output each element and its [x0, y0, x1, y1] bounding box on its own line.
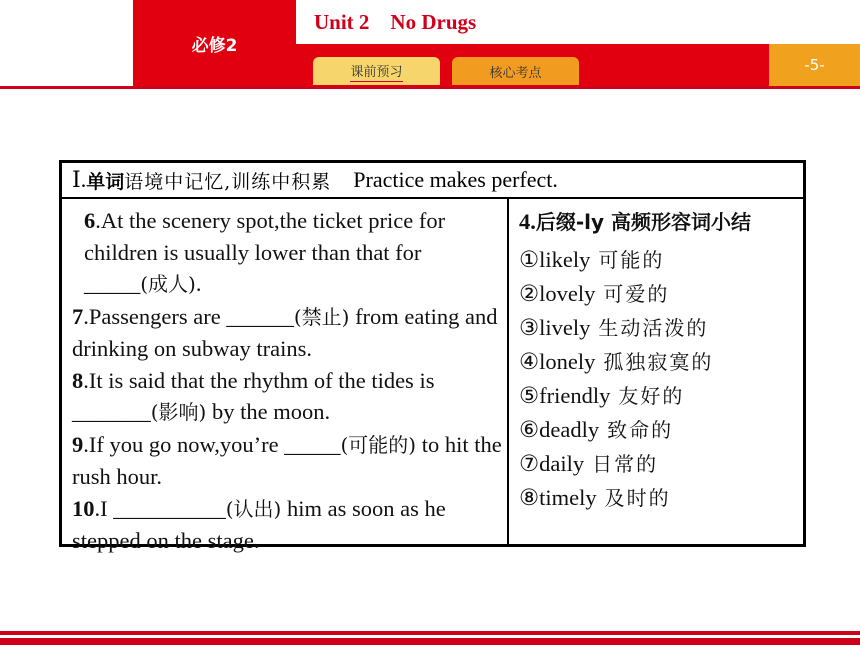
item-marker: ② — [519, 281, 540, 306]
summary-title — [519, 207, 799, 237]
section-heading-text: 语境中记忆,训练中积累 — [124, 170, 332, 193]
sentence-text-end: from eating and drinking on subway trains. — [72, 303, 498, 361]
sentence-9 — [72, 429, 502, 493]
sentence-text-end: by the moon. — [206, 399, 331, 424]
sentence-10 — [72, 493, 502, 557]
sentence-text-end: him as soon as he stepped on the stage. — [72, 495, 446, 553]
sentence-text: .I — [94, 495, 114, 521]
column-divider — [507, 199, 509, 544]
section-heading — [62, 163, 803, 199]
item-meaning: 生动活泼的 — [598, 316, 709, 340]
hint: (认出) — [225, 496, 282, 521]
sentence-text-end: to hit the rush hour. — [72, 431, 502, 489]
answer-blank[interactable]: __________ — [113, 495, 226, 521]
section-heading-bold: 单词 — [86, 170, 125, 193]
item-meaning: 孤独寂寞的 — [603, 350, 714, 374]
sentence-7 — [72, 301, 502, 365]
summary-item — [519, 277, 799, 311]
sentence-list — [72, 205, 502, 557]
answer-blank[interactable]: _____ — [284, 431, 341, 457]
item-marker: ⑥ — [519, 417, 540, 442]
summary-item — [519, 243, 799, 277]
page-number: -5- — [769, 44, 860, 86]
header-divider — [0, 86, 860, 89]
sentence-8 — [72, 365, 502, 429]
summary-title-text: 后缀-ly 高频形容词小结 — [535, 210, 752, 234]
item-word: lovely — [539, 281, 596, 306]
sentence-text: .If you go now,you’re — [83, 431, 285, 457]
sentence-text: .Passengers are — [83, 303, 227, 329]
answer-blank[interactable]: _______ — [72, 399, 151, 424]
summary-item — [519, 311, 799, 345]
section-roman: Ⅰ. — [72, 167, 87, 192]
item-meaning: 可爱的 — [603, 282, 670, 306]
sentence-text: .It is said that the rhythm of the tides is — [83, 367, 435, 393]
item-meaning: 致命的 — [607, 418, 674, 442]
sentence-number: 8 — [72, 367, 84, 393]
summary-item — [519, 379, 799, 413]
item-marker: ⑦ — [519, 451, 540, 476]
hint: (影响) — [150, 400, 207, 424]
hint: (可能的) — [340, 432, 417, 457]
item-meaning: 及时的 — [604, 486, 671, 510]
item-meaning: 友好的 — [618, 384, 685, 408]
sentence-number: 6 — [84, 208, 96, 233]
sentence-number: 10 — [72, 495, 95, 521]
item-word: deadly — [539, 417, 600, 442]
hint: (成人) — [140, 272, 196, 296]
hint: (禁止) — [293, 304, 350, 329]
item-word: daily — [539, 451, 585, 476]
answer-blank[interactable]: ______ — [226, 303, 294, 329]
tab-preview[interactable] — [313, 57, 440, 85]
exercise-table — [59, 160, 806, 553]
sentence-text-end: . — [195, 271, 202, 296]
item-marker: ① — [519, 247, 540, 272]
item-word: likely — [539, 247, 591, 272]
summary-item — [519, 481, 799, 515]
item-word: lonely — [539, 349, 596, 374]
item-marker: ⑧ — [519, 485, 540, 510]
tab-key-points[interactable] — [452, 57, 579, 85]
suffix-summary — [519, 207, 799, 515]
tab-key-points-label: 核心考点 — [489, 65, 542, 81]
item-word: friendly — [539, 383, 611, 408]
unit-title: Unit 2 No Drugs — [314, 10, 477, 34]
book-label: 必修2 — [133, 0, 296, 86]
item-meaning: 日常的 — [592, 452, 659, 476]
footer-band — [0, 638, 860, 645]
item-marker: ④ — [519, 349, 540, 374]
sentence-number: 7 — [72, 303, 84, 329]
summary-item — [519, 345, 799, 379]
sentence-number: 9 — [72, 431, 84, 457]
item-word: timely — [539, 485, 597, 510]
summary-item — [519, 447, 799, 481]
sentence-text: .At the scenery spot,the ticket price for children is usually lower than that for — [84, 208, 446, 265]
section-heading-english: Practice makes perfect. — [353, 167, 558, 192]
footer-rule — [0, 631, 860, 635]
sentence-6 — [72, 205, 502, 301]
answer-blank[interactable]: _____ — [84, 271, 141, 296]
summary-title-number: 4. — [519, 209, 536, 234]
item-marker: ⑤ — [519, 383, 540, 408]
item-marker: ③ — [519, 315, 540, 340]
item-meaning: 可能的 — [598, 248, 665, 272]
item-word: lively — [539, 315, 591, 340]
tab-preview-label: 课前预习 — [350, 61, 402, 82]
summary-item — [519, 413, 799, 447]
